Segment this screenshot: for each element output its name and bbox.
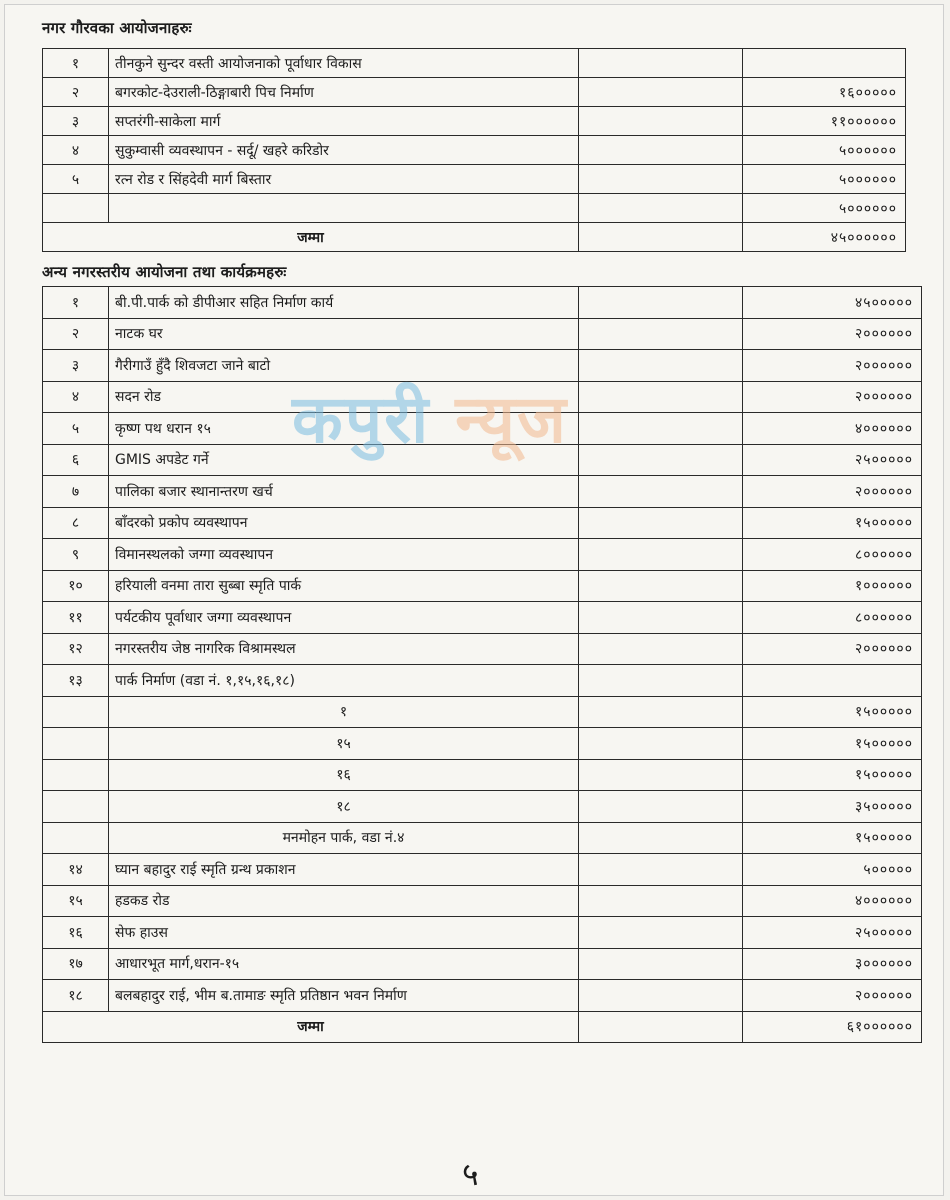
sub-row <box>43 759 922 791</box>
table-row <box>43 318 922 350</box>
section1-table <box>42 48 906 252</box>
amount-cell: ५०००००० <box>743 165 906 194</box>
description-cell: नाटक घर <box>109 318 579 350</box>
sub-label-cell: १ <box>109 696 579 728</box>
blank-cell <box>579 539 743 571</box>
serial-number-cell: ४ <box>43 136 109 165</box>
amount-cell: ३५००००० <box>743 791 922 823</box>
serial-number-cell: १ <box>43 287 109 319</box>
description-cell: पालिका बजार स्थानान्तरण खर्च <box>109 476 579 508</box>
amount-cell: ११०००००० <box>743 107 906 136</box>
table-row <box>43 507 922 539</box>
blank-cell <box>579 822 743 854</box>
description-cell: GMIS अपडेट गर्ने <box>109 444 579 476</box>
blank-cell <box>579 759 743 791</box>
description-cell: बगरकोट-देउराली-ठिङ्गाबारी पिच निर्माण <box>109 78 579 107</box>
amount-cell <box>743 665 922 697</box>
blank-cell <box>579 350 743 382</box>
blank-cell <box>579 136 743 165</box>
description-cell: बाँदरको प्रकोप व्यवस्थापन <box>109 507 579 539</box>
serial-number-cell: १ <box>43 49 109 78</box>
amount-cell: ४०००००० <box>743 413 922 445</box>
table-row <box>43 107 906 136</box>
amount-cell: ५०००००० <box>743 136 906 165</box>
description-cell <box>109 194 579 223</box>
table-row <box>43 78 906 107</box>
blank-cell <box>579 854 743 886</box>
description-cell: तीनकुने सुन्दर वस्ती आयोजनाको पूर्वाधार विकास <box>109 49 579 78</box>
amount-cell: २०००००० <box>743 980 922 1012</box>
table-row <box>43 885 922 917</box>
serial-number-cell <box>43 822 109 854</box>
serial-number-cell: १२ <box>43 633 109 665</box>
serial-number-cell: ११ <box>43 602 109 634</box>
blank-cell <box>579 948 743 980</box>
sub-label-cell: १६ <box>109 759 579 791</box>
description-cell: सुकुम्वासी व्यवस्थापन - सर्दू/ खहरे करिडोर <box>109 136 579 165</box>
description-cell: गैरीगाउँ हुँदै शिवजटा जाने बाटो <box>109 350 579 382</box>
sub-label-cell: मनमोहन पार्क, वडा नं.४ <box>109 822 579 854</box>
description-cell: घ्यान बहादुर राई स्मृति ग्रन्थ प्रकाशन <box>109 854 579 886</box>
table-row <box>43 287 922 319</box>
table-row <box>43 539 922 571</box>
amount-cell: १५००००० <box>743 696 922 728</box>
amount-cell: १०००००० <box>743 570 922 602</box>
serial-number-cell: ५ <box>43 413 109 445</box>
blank-cell <box>579 413 743 445</box>
serial-number-cell: १६ <box>43 917 109 949</box>
table-row <box>43 948 922 980</box>
description-cell: बी.पी.पार्क को डीपीआर सहित निर्माण कार्य <box>109 287 579 319</box>
serial-number-cell: ४ <box>43 381 109 413</box>
description-cell: हडकड रोड <box>109 885 579 917</box>
serial-number-cell: १५ <box>43 885 109 917</box>
sub-row <box>43 822 922 854</box>
blank-cell <box>579 476 743 508</box>
amount-cell: २५००००० <box>743 444 922 476</box>
serial-number-cell: १४ <box>43 854 109 886</box>
blank-cell <box>579 917 743 949</box>
sub-label-cell: १८ <box>109 791 579 823</box>
description-cell: विमानस्थलको जग्गा व्यवस्थापन <box>109 539 579 571</box>
table-row <box>43 413 922 445</box>
blank-cell <box>579 791 743 823</box>
description-cell: सेफ हाउस <box>109 917 579 949</box>
blank-cell <box>579 223 743 252</box>
description-cell: पर्यटकीय पूर्वाधार जग्गा व्यवस्थापन <box>109 602 579 634</box>
table-row <box>43 980 922 1012</box>
total-row <box>43 223 906 252</box>
serial-number-cell <box>43 759 109 791</box>
amount-cell: ४५००००० <box>743 287 922 319</box>
serial-number-cell: ७ <box>43 476 109 508</box>
section1-heading: नगर गौरवका आयोजनाहरुः <box>42 19 192 37</box>
description-cell: सदन रोड <box>109 381 579 413</box>
amount-cell: २०००००० <box>743 633 922 665</box>
blank-cell <box>579 444 743 476</box>
amount-cell: १५००००० <box>743 759 922 791</box>
sub-row <box>43 696 922 728</box>
amount-cell: १५००००० <box>743 507 922 539</box>
description-cell: सप्तरंगी-साकेला मार्ग <box>109 107 579 136</box>
blank-cell <box>579 602 743 634</box>
table-row <box>43 444 922 476</box>
amount-cell: ५०००००० <box>743 194 906 223</box>
description-cell: आधारभूत मार्ग,धरान-१५ <box>109 948 579 980</box>
section2-heading: अन्य नगरस्तरीय आयोजना तथा कार्यक्रमहरुः <box>42 263 287 281</box>
amount-cell: ८०००००० <box>743 602 922 634</box>
description-cell: हरियाली वनमा तारा सुब्बा स्मृति पार्क <box>109 570 579 602</box>
amount-cell: १५००००० <box>743 822 922 854</box>
blank-cell <box>579 194 743 223</box>
amount-cell: ५००००० <box>743 854 922 886</box>
sub-row <box>43 791 922 823</box>
blank-cell <box>579 1011 743 1043</box>
table-row <box>43 165 906 194</box>
blank-cell <box>579 980 743 1012</box>
blank-cell <box>579 633 743 665</box>
description-cell: नगरस्तरीय जेष्ठ नागरिक विश्रामस्थल <box>109 633 579 665</box>
description-cell: रत्न रोड र सिंहदेवी मार्ग बिस्तार <box>109 165 579 194</box>
table-row <box>43 570 922 602</box>
blank-cell <box>579 381 743 413</box>
watermark-part-a: कपुरी <box>292 381 431 458</box>
serial-number-cell <box>43 194 109 223</box>
table-row <box>43 854 922 886</box>
amount-cell: २०००००० <box>743 318 922 350</box>
page-number: ५ <box>462 1155 479 1193</box>
blank-cell <box>579 728 743 760</box>
table-row <box>43 350 922 382</box>
blank-cell <box>579 107 743 136</box>
table-row <box>43 602 922 634</box>
serial-number-cell <box>43 791 109 823</box>
serial-number-cell: ८ <box>43 507 109 539</box>
amount-cell: २५००००० <box>743 917 922 949</box>
serial-number-cell: ५ <box>43 165 109 194</box>
serial-number-cell: १३ <box>43 665 109 697</box>
amount-cell: २०००००० <box>743 350 922 382</box>
watermark-part-b: न्यूज <box>455 381 568 458</box>
amount-cell: १६००००० <box>743 78 906 107</box>
blank-cell <box>579 165 743 194</box>
serial-number-cell: ६ <box>43 444 109 476</box>
table-row <box>43 476 922 508</box>
total-label-cell: जम्मा <box>43 223 579 252</box>
table-row <box>43 136 906 165</box>
blank-cell <box>579 49 743 78</box>
table-row <box>43 49 906 78</box>
total-label-cell: जम्मा <box>43 1011 579 1043</box>
blank-cell <box>579 885 743 917</box>
table-row <box>43 665 922 697</box>
serial-number-cell: ३ <box>43 350 109 382</box>
serial-number-cell: १७ <box>43 948 109 980</box>
sub-row <box>43 728 922 760</box>
blank-cell <box>579 696 743 728</box>
total-row <box>43 1011 922 1043</box>
table-row <box>43 633 922 665</box>
amount-cell: १५००००० <box>743 728 922 760</box>
blank-cell <box>579 318 743 350</box>
serial-number-cell: ९ <box>43 539 109 571</box>
section2-table <box>42 286 922 1043</box>
description-cell: पार्क निर्माण (वडा नं. १,१५,१६,१८) <box>109 665 579 697</box>
blank-cell <box>579 570 743 602</box>
serial-number-cell: १० <box>43 570 109 602</box>
amount-cell: ८०००००० <box>743 539 922 571</box>
blank-cell <box>579 287 743 319</box>
table-row <box>43 194 906 223</box>
serial-number-cell: २ <box>43 318 109 350</box>
amount-cell: ३०००००० <box>743 948 922 980</box>
total-amount-cell: ४५०००००० <box>743 223 906 252</box>
total-amount-cell: ६१०००००० <box>743 1011 922 1043</box>
amount-cell: २०००००० <box>743 476 922 508</box>
serial-number-cell: २ <box>43 78 109 107</box>
serial-number-cell: ३ <box>43 107 109 136</box>
serial-number-cell <box>43 728 109 760</box>
blank-cell <box>579 78 743 107</box>
description-cell: बलबहादुर राई, भीम ब.तामाङ स्मृति प्रतिष्ठान भवन निर्माण <box>109 980 579 1012</box>
serial-number-cell: १८ <box>43 980 109 1012</box>
serial-number-cell <box>43 696 109 728</box>
amount-cell <box>743 49 906 78</box>
table-row <box>43 917 922 949</box>
table-row <box>43 381 922 413</box>
sub-label-cell: १५ <box>109 728 579 760</box>
blank-cell <box>579 507 743 539</box>
amount-cell: ४०००००० <box>743 885 922 917</box>
blank-cell <box>579 665 743 697</box>
description-cell: कृष्ण पथ धरान १५ <box>109 413 579 445</box>
amount-cell: २०००००० <box>743 381 922 413</box>
